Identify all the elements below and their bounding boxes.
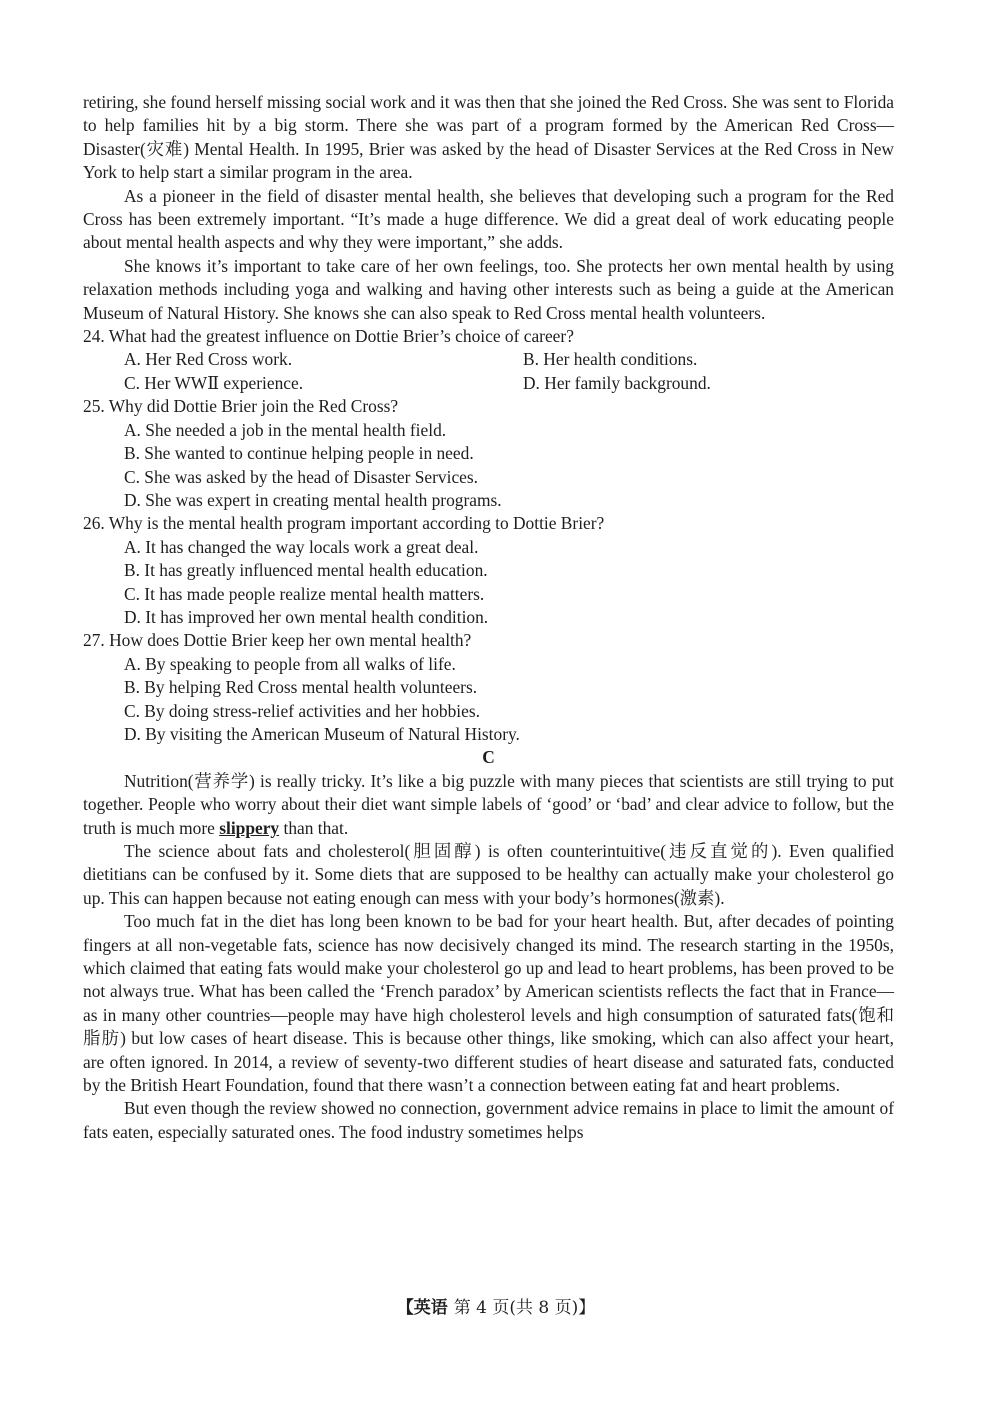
paragraph: Too much fat in the diet has long been known to be bad for your heart health. But, after decades of pointing fingers at all non-vegetable fats, science has now decisively changed its mind. The research starting in the 1950s, which claimed that eating fats would make your cholesterol go up and lead to heart problems, has been proved to be not always true. What has been called the ‘French paradox’ by American scientists reflects the fact that in France—as in many other countries—people may have high cholesterol levels and high consumption of saturated fats(饱和脂肪) but low cases of heart disease. This is because other things, like smoking, which can also affect your heart, are often ignored. In 2014, a review of seventy-two different studies of heart disease and saturated fats, conducted by the British Heart Foundation, found that there wasn’t a connection between eating fat and heart problems. <box>83 911 894 1096</box>
footer-subject: 【英语 <box>396 1298 448 1318</box>
option-c[interactable]: C. It has made people realize mental health matters. <box>124 583 485 604</box>
keyword-highlight: slippery <box>219 817 280 838</box>
paragraph: The science about fats and cholesterol(胆固醇) is often counterintuitive(违反直觉的). Even qualified dietitians can be confused by it. Some diets that are supposed to be healthy can actually make your cholesterol go up. This can happen because not eating enough can mess with your body’s hormones(激素). <box>83 841 894 908</box>
passage-b-continued <box>83 91 894 325</box>
question-27 <box>83 629 894 746</box>
option-d[interactable]: D. Her family background. <box>523 372 711 393</box>
option-c[interactable]: C. She was asked by the head of Disaster Services. <box>124 466 479 487</box>
question-24 <box>83 325 894 395</box>
passage-c <box>83 746 894 1144</box>
option-a[interactable]: A. She needed a job in the mental health field. <box>124 419 447 440</box>
question-stem: 27. How does Dottie Brier keep her own mental health? <box>83 630 472 651</box>
option-d[interactable]: D. It has improved her own mental health condition. <box>124 606 489 627</box>
question-25 <box>83 395 894 512</box>
paragraph-text: Nutrition(营养学) is really tricky. It’s like a big puzzle with many pieces that scientists are still trying to put together. People who worry about their diet want simple labels of ‘good’ or ‘bad’ and clear advice to follow, but the truth is much more <box>83 770 894 838</box>
paragraph <box>83 770 894 840</box>
page-footer <box>0 1297 992 1320</box>
option-a[interactable]: A. By speaking to people from all walks of life. <box>124 653 456 674</box>
option-a[interactable]: A. Her Red Cross work. <box>124 349 293 370</box>
option-grid <box>124 348 894 395</box>
paragraph: retiring, she found herself missing social work and it was then that she joined the Red Cross. She was sent to Florida to help families hit by a big storm. There she was part of a program formed by the American Red Cross—Disaster(灾难) Mental Health. In 1995, Brier was asked by the head of Disaster Services at the Red Cross in New York to help start a similar program in the area. <box>83 92 894 183</box>
footer-page-number: 第 4 页(共 8 页)】 <box>453 1298 596 1318</box>
option-b[interactable]: B. By helping Red Cross mental health volunteers. <box>124 677 478 698</box>
option-d[interactable]: D. She was expert in creating mental health programs. <box>124 489 502 510</box>
option-b[interactable]: B. It has greatly influenced mental health education. <box>124 560 488 581</box>
question-26 <box>83 512 894 629</box>
option-c[interactable]: C. Her WWⅡ experience. <box>124 372 304 393</box>
question-stem: 25. Why did Dottie Brier join the Red Cross? <box>83 396 399 417</box>
paragraph: As a pioneer in the field of disaster mental health, she believes that developing such a program for the Red Cross has been extremely important. “It’s made a huge difference. We did a great deal of work educating people about mental health aspects and why they were important,” she adds. <box>83 185 894 253</box>
option-b[interactable]: B. She wanted to continue helping people in need. <box>124 443 474 464</box>
question-stem: 26. Why is the mental health program important according to Dottie Brier? <box>83 513 605 534</box>
question-stem: 24. What had the greatest influence on Dottie Brier’s choice of career? <box>83 326 574 347</box>
paragraph: But even though the review showed no connection, government advice remains in place to limit the amount of fats eaten, especially saturated ones. The food industry sometimes helps <box>83 1098 894 1142</box>
paragraph: She knows it’s important to take care of her own feelings, too. She protects her own mental health by using relaxation methods including yoga and walking and having other interests such as being a guide at the American Museum of Natural History. She knows she can also speak to Red Cross mental health volunteers. <box>83 255 894 323</box>
option-a[interactable]: A. It has changed the way locals work a great deal. <box>124 536 479 557</box>
paragraph-text: than that. <box>279 817 349 838</box>
section-letter: C <box>482 747 495 768</box>
option-b[interactable]: B. Her health conditions. <box>523 349 698 370</box>
option-d[interactable]: D. By visiting the American Museum of Natural History. <box>124 723 520 744</box>
option-c[interactable]: C. By doing stress-relief activities and her hobbies. <box>124 700 480 721</box>
